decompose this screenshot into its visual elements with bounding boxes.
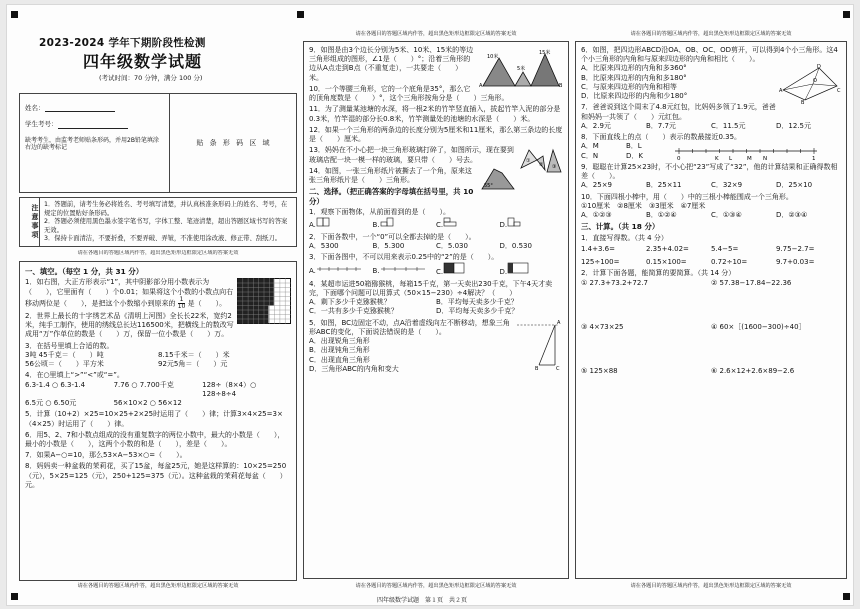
year-title: 2023-2024 学年下期阶段性检测 — [39, 37, 206, 49]
question-1: 1．如右图，大正方形表示“1”，其中阴影部分用小数表示为（ ），它里面有（ ）个0.01；如果将这个小数的小数点向右移动两位是（ ），是把这个小数缩小到原来的 $\frac{1}{10}$ 是（ ）。 — [25, 278, 291, 309]
area-warning: 请在各题目的答题区域内作答，超出黑色矩形边框限定区域的答案无效 — [355, 31, 517, 37]
question-9: 10米 15米 5米 A B 9．如图是由3个边长分别为5米、10米、15米的等边三角形组成的图形，∠1是（ ）°；沿着三角形的边从A点走到B点（不重复走），一共要走（ ）米。 — [309, 46, 563, 88]
choice-option: D．25×10 — [776, 181, 813, 190]
choice-option: A．剩下多少千克猕猴桃？ — [309, 298, 391, 307]
svg-text:M: M — [747, 155, 752, 161]
choice-option: D．12.5元 — [776, 121, 811, 130]
calc-item: ⑤ 125×88 — [581, 366, 618, 375]
choice-option: B．7.7元 — [646, 121, 676, 130]
calc-item: 0.72÷10= — [711, 258, 748, 267]
choice-option: A．25×9 — [581, 181, 613, 190]
choice-option: B．5.300 — [372, 241, 405, 250]
exam-info: (考试时间：70 分钟，满分 100 分) — [99, 73, 203, 82]
choice-option: A. — [309, 267, 316, 276]
calc-item: ② 57.38−17.84−22.36 — [711, 278, 792, 287]
question-3: 3．在括号里填上合适的数。 3吨 45千克＝（ ）吨 8.15千米＝（ ）米 56公顷＝（ ）平方米 92元5角＝（ ）元 — [25, 342, 291, 370]
area-warning: 请在各题目的答题区域内作答，超出黑色矩形边框限定区域的答案无效 — [77, 583, 239, 589]
svg-text:1: 1 — [812, 155, 816, 161]
fig-label: 10米 — [487, 54, 499, 60]
fig-label: A — [479, 83, 483, 88]
choice-option: A．出现锐角三角形 — [309, 337, 370, 346]
svg-text:55°: 55° — [484, 182, 493, 189]
q3-item: 56公顷＝（ ）平方米 — [25, 360, 104, 369]
choice-option: A．5300 — [309, 241, 339, 250]
choice-1: 1．观察下面物体，从前面看到的是（ ）。 A. B. C. D. — [309, 208, 563, 230]
registration-mark — [11, 11, 18, 18]
svg-text:C: C — [556, 365, 560, 371]
question-5: 5．计算（10+2）×25=10×25+2×25时运用了（ ）律；计算3×4×25=3×（4×25）时运用了（ ）律。 — [25, 410, 283, 428]
choice-option: C. — [436, 262, 500, 277]
svg-text:O: O — [813, 78, 817, 85]
name-field[interactable] — [45, 104, 115, 112]
q3-item: 8.15千米＝（ ）米 — [158, 350, 230, 359]
calc-item: 2.35+4.02= — [646, 244, 689, 253]
choice-option: C．32×9 — [711, 181, 743, 190]
q4-item: 6.3-1.4 ○ 6.3-1.4 — [25, 380, 86, 389]
svg-text:N: N — [763, 155, 768, 161]
question-14: 55° 14．如图，一张三角形纸片被撕去了一个角，原来这张三角形纸片是（ ）三角形。 — [309, 167, 563, 185]
choice-option: B. — [373, 217, 437, 230]
torn-triangle-figure — [480, 167, 516, 191]
area-warning: 请在各题目的答题区域内作答，超出黑色矩形边框限定区域的答案无效 — [355, 583, 517, 589]
note-item: 1．答题前，请考生务必将姓名、考号填写清楚，并认真核准条形码上的姓名、考号，在规定的位置贴好条形码。 — [44, 201, 288, 217]
svg-text:0: 0 — [677, 155, 681, 161]
broken-glass-figure — [519, 146, 563, 176]
calc-item: ① 27.3+73.2+72.7 — [581, 278, 648, 287]
student-info-box — [19, 93, 297, 193]
question-11: 11．为了测量某池塘的水深，将一根2米的竹竿竖直插入，拔起竹竿入泥的部分是0.3米，竹竿湿的部分长0.8米，竹竿测量处的池塘的水深是（ ）米。 — [309, 105, 561, 123]
decimal-grid-figure — [237, 278, 291, 324]
calc-simplify: 2．计算下面各题，能简算的要简算。（共 14 分） ① 27.3+73.2+72.7 ② 57.38−17.84−22.36 ③ 4×73×25 ④ 60×［(1600−300)÷40］ ⑤ 125×88 ⑥ 2.6×12+2.6×89−2.6 — [581, 269, 841, 396]
q4-item: 128÷（8×4）○ 128÷8÷4 — [202, 380, 257, 398]
choice-option: B．比原来四边形的内角和多180° — [581, 73, 687, 82]
choice-option: C．①③④ — [711, 210, 742, 219]
number-line-figure — [671, 143, 821, 161]
svg-text:B: B — [535, 365, 539, 371]
note-item: 3．保持卡面清洁，不要折叠，不要弄破、弄皱，不准使用涂改液、修正带、刮纸刀。 — [44, 235, 281, 242]
choice-2: 2．下面各数中，一个“0”可以全都去掉的是（ ）。 A．5300 B．5.300 C．5.030 D．0.530 — [309, 233, 563, 251]
svg-text:B: B — [801, 100, 805, 105]
choice-7: 7．爸爸说到这个周末了4.8元红包，比妈妈多领了1.9元，爸爸和妈妈一共领了（ ）元红包。 A．2.9元 B．7.7元 C．11.5元 D．12.5元 — [581, 103, 841, 131]
svg-text:③: ③ — [552, 164, 557, 171]
exam-sheet — [6, 4, 854, 606]
tick-label: 缺考考生，由监考老师贴条形码，并用2B铅笔填涂右边的缺考标记 — [25, 136, 159, 152]
choice-8: 8．下面直线上的点（ ）表示的数最接近0.35。 A．M B．L C．N D．K 0 K L M N 1 — [581, 133, 841, 161]
section-title: 二、选择。（把正确答案的字母填在括号里，共 10 分） — [309, 187, 474, 206]
question-7: 7．如果A−○=10，那么53×A−53×○=（ ）。 — [25, 451, 187, 460]
registration-mark — [843, 593, 850, 600]
calc-item: ③ 4×73×25 — [581, 322, 624, 331]
svg-text:K: K — [715, 155, 719, 161]
q3-item: 3吨 45千克＝（ ）吨 — [25, 350, 104, 359]
area-warning: 请在各题目的答题区域内作答，超出黑色矩形边框限定区域的答案无效 — [77, 250, 239, 256]
question-4: 4．在○里填上“>”“<”或“=”。 6.3-1.4 ○ 6.3-1.4 7.76 ○ 7.700千克 128÷（8×4）○ 128÷8÷4 6.5元 ○ 6.50元 56×10×2 ○ 56×12 — [25, 371, 291, 408]
note-item: 2．答题必须使用黑色墨水签字笔书写，字体工整、笔迹清楚，超出答题区域书写的答案无效。 — [44, 218, 288, 234]
question-12: 12．如果一个三角形的两条边的长度分别为5厘米和11厘米，那么第三条边的长度是（ ）厘米。 — [309, 125, 563, 144]
fig-label: 15米 — [539, 50, 551, 56]
column-2 — [303, 41, 569, 579]
choice-option: D．K — [626, 151, 643, 160]
choice-option: A. — [309, 217, 373, 230]
choice-option: C．一共有多少千克猕猴桃？ — [309, 307, 398, 316]
choice-option: B．25×11 — [646, 181, 682, 190]
choice-option: D. — [500, 217, 564, 230]
calc-item: 9.7+0.03= — [776, 258, 815, 267]
choice-6: 6．如图，把四边形ABCD沿OA、OB、OC、OD剪开，可以得到4个小三角形。这4个小三角形的内角和与原来四边形的内角和相比（ ）。 A D C B O A．比原来四边形的内角和多360° B．比原来四边形的内角和多180° C．与原来四边形的内角和相等 D．比原来四边形的内角和少180° — [581, 46, 841, 105]
choice-option: D．三角形ABC的内角和变大 — [309, 364, 399, 373]
choice-option: D．比原来四边形的内角和少180° — [581, 92, 688, 101]
section-title: 一、填空。（每空 1 分，共 31 分） — [25, 267, 144, 276]
area-warning: 请在各题目的答题区域内作答，超出黑色矩形边框限定区域的答案无效 — [630, 31, 792, 37]
choice-option: D．平均每天卖多少千克？ — [436, 307, 519, 316]
choice-option: B．L — [626, 142, 642, 151]
calc-item: ④ 60×［(1600−300)÷40］ — [711, 322, 806, 331]
area-warning: 请在各题目的答题区域内作答，超出黑色矩形边框限定区域的答案无效 — [630, 583, 792, 589]
choice-5: A B C 5．如图，BC边固定不动，点A沿着虚线向左不断移动，想象三角形ABC的变化，下面说法错误的是（ ）。 A．出现锐角三角形 B．出现钝角三角形 C．出现直角三角形 D．三角形ABC的内角和变大 — [309, 319, 563, 374]
column-1 — [19, 35, 297, 581]
svg-text:C: C — [837, 88, 841, 95]
choice-option: A．①②③ — [581, 210, 612, 219]
choice-option: D．②③④ — [776, 210, 808, 219]
column-3 — [575, 41, 847, 579]
choice-option: A．比原来四边形的内角和多360° — [581, 64, 687, 73]
calc-item: 5.4−5= — [711, 244, 739, 253]
section-fill-in — [19, 261, 297, 581]
section-title: 三、计算。（共 18 分） — [581, 222, 660, 232]
choice-option: C．5.030 — [436, 241, 468, 250]
q4-item: 56×10×2 ○ 56×12 — [113, 399, 182, 408]
svg-text:①: ① — [526, 158, 531, 165]
question-6: 6．用5、2、7和小数点组成的没有重复数字的两位小数中，最大的小数是（ ），最小的小数是（ ），这两个小数的和是（ ），差是（ ）。 — [25, 430, 285, 448]
registration-mark — [843, 11, 850, 18]
svg-text:L: L — [729, 155, 733, 161]
notes-label: 注意事项 — [20, 198, 40, 246]
choice-option: C．出现直角三角形 — [309, 355, 370, 364]
choice-option: C．N — [581, 151, 599, 160]
choice-option: B．平均每天卖多少千克？ — [436, 298, 518, 307]
registration-mark — [297, 11, 304, 18]
choice-option: C. — [436, 217, 500, 230]
choice-option: B．出现钝角三角形 — [309, 346, 370, 355]
svg-text:D: D — [817, 64, 821, 71]
choice-9: 9．聪聪在计算25×23时，不小心把“23”写成了“32”，他的计算结果和正确得数相差（ ）。 A．25×9 B．25×11 C．32×9 D．25×10 — [581, 163, 841, 191]
info-left — [20, 94, 170, 192]
fig-label: B — [559, 83, 563, 88]
calc-item: 0.15×100= — [646, 258, 687, 267]
svg-text:②: ② — [539, 162, 544, 169]
q4-item: 6.5元 ○ 6.50元 — [25, 399, 77, 408]
notes-box — [19, 197, 297, 247]
moving-point-figure — [515, 319, 563, 371]
id-label: 学生考号： — [25, 120, 58, 129]
calc-direct: 1．直接写得数。（共 4 分） 1.4+3.6= 2.35+4.02= 5.4−5= 9.75−2.7= 125÷100= 0.15×100= 0.72÷10= 9.7+0.03= — [581, 234, 841, 268]
registration-mark — [11, 593, 18, 600]
page-footer: 四年级数学试题 第１页 共２页 — [377, 597, 468, 604]
fig-label: 5米 — [517, 66, 526, 72]
calc-item: 9.75−2.7= — [776, 244, 815, 253]
question-2: 2．世界上最长的十字绣艺术品《清明上河图》全长长22米，宽约2米，纯手工制作，使用的绣线总长达116500米，把横线上的数改写成用“万”作单位的数是（ ）万，保留一位小数是（ ）万。 — [25, 311, 234, 339]
fraction: $\frac{1}{10}$ — [177, 295, 186, 310]
choice-option: A．M — [581, 142, 599, 151]
quadrilateral-figure — [779, 64, 841, 104]
exam-title: 四年级数学试题 — [83, 52, 203, 72]
choice-option: B. — [372, 267, 380, 276]
question-10: 10．一个等腰三角形，它的一个底角是35°，那么它的顶角度数是（ ）°，这个三角形按角分是（ ）三角形。 — [309, 84, 509, 103]
svg-text:A: A — [779, 88, 783, 95]
choice-option: C．与原来四边形的内角和相等 — [581, 82, 677, 91]
q4-item: 7.76 ○ 7.700千克 — [113, 380, 174, 389]
id-field[interactable] — [58, 121, 128, 129]
question-13: ① ② ③ 13．妈妈在不小心把一块三角形玻璃打碎了，如图所示，现在要到玻璃店配一块一模一样的玻璃，要只带（ ）号去。 — [309, 146, 563, 164]
question-8: 8．妈妈卖一种盆栽的茉莉花，买了15盆，每盆25元，她是这样算的：10×25=250（元），5×25=125（元），250+125=375（元）。这种盆栽的茉莉花每盆（ ）元。 — [25, 462, 287, 489]
choice-option: D. — [500, 262, 564, 277]
choice-10: 10．下面四根小棒中，用（ ）中的三根小棒能围成一个三角形。 ①10厘米 ②8厘米 ③3厘米 ④7厘米 A．①②③ B．①②④ C．①③④ D．②③④ — [581, 193, 841, 221]
choice-option: B．①②④ — [646, 210, 677, 219]
svg-text:A: A — [557, 319, 561, 326]
calc-item: 1.4+3.6= — [581, 244, 615, 253]
calc-item: ⑥ 2.6×12+2.6×89−2.6 — [711, 366, 795, 375]
choice-option: A．2.9元 — [581, 121, 611, 130]
q3-item: 92元5角＝（ ）元 — [158, 360, 228, 369]
triangles-figure — [479, 46, 563, 88]
calc-item: 125÷100= — [581, 258, 620, 267]
choice-option: D．0.530 — [499, 241, 532, 250]
name-label: 姓名： — [25, 104, 45, 112]
choice-4: 4．某超市运进50箱猕猴桃，每箱15千克，第一天卖出230千克，下午4天才卖完，下面哪个问题可以用算式（50×15−230）÷4解决？（ ） A．剩下多少千克猕猴桃？ B．平均每天卖多少千克？ C．一共有多少千克猕猴桃？ D．平均每天卖多少千克？ — [309, 280, 563, 317]
choice-3: 3．下面各图中，不可以用来表示0.25中的“2”的是（ ）。 A. B. C. D. — [309, 253, 563, 277]
notes-body — [40, 198, 296, 246]
barcode-area: 贴 条 形 码 区 域 — [196, 138, 272, 147]
choice-option: C．11.5元 — [711, 121, 746, 130]
